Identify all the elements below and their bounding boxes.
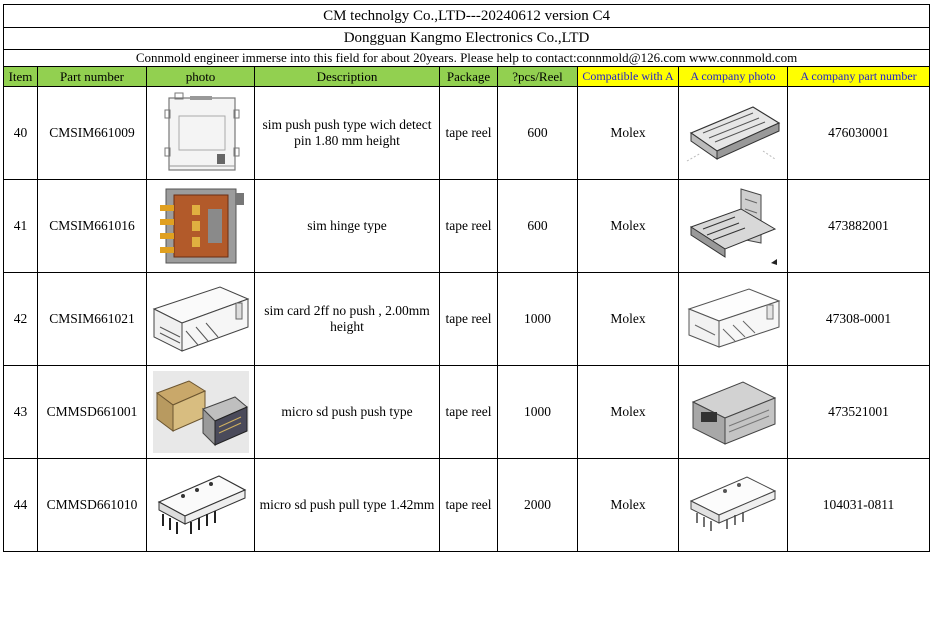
molex-sim-hinge-icon [685,183,781,269]
package-cell: tape reel [440,273,498,366]
col-header-item: Item [4,67,38,87]
sim-hinge-connector-icon [154,183,248,269]
spreadsheet [3,4,929,552]
photo-cell [147,87,255,180]
molex-micro-sd-push-pull-icon [685,467,781,543]
part-number-cell: CMSIM661016 [38,180,147,273]
package-cell: tape reel [440,180,498,273]
a-photo-cell [679,459,788,552]
col-header-pcs-reel: ?pcs/Reel [498,67,578,87]
description-cell: sim card 2ff no push , 2.00mm height [255,273,440,366]
part-number-cell: CMSIM661021 [38,273,147,366]
sim-push-push-connector-icon [155,90,247,176]
col-header-photo: photo [147,67,255,87]
a-part-number-cell: 47308-0001 [788,273,930,366]
item-cell: 40 [4,87,38,180]
description-cell: micro sd push pull type 1.42mm [255,459,440,552]
a-part-number-cell: 104031-0811 [788,459,930,552]
a-part-number-cell: 473521001 [788,366,930,459]
col-header-a-part-number: A company part number [788,67,930,87]
item-cell: 44 [4,459,38,552]
item-cell: 42 [4,273,38,366]
a-photo-cell [679,366,788,459]
photo-cell [147,459,255,552]
product-table [3,4,930,552]
description-cell: sim hinge type [255,180,440,273]
micro-sd-push-push-icon [153,371,249,453]
a-photo-cell [679,87,788,180]
description-cell: micro sd push push type [255,366,440,459]
molex-sim-2ff-icon [683,281,783,357]
col-header-description: Description [255,67,440,87]
pcs-reel-cell: 1000 [498,273,578,366]
description-cell: sim push push type wich detect pin 1.80 mm height [255,87,440,180]
table-row [4,459,930,552]
table-row [4,180,930,273]
col-header-package: Package [440,67,498,87]
package-cell: tape reel [440,459,498,552]
contact-note: Connmold engineer immerse into this field for about 20years. Please help to contact:connmold@126.com www.connmold.com [4,50,930,67]
compatible-cell: Molex [578,366,679,459]
table-row [4,366,930,459]
a-part-number-cell: 476030001 [788,87,930,180]
sheet-title: CM technolgy Co.,LTD---20240612 version C4 [4,5,930,28]
compatible-cell: Molex [578,459,679,552]
compatible-cell: Molex [578,180,679,273]
photo-cell [147,273,255,366]
a-part-number-cell: 473882001 [788,180,930,273]
molex-sim-connector-icon [683,93,783,173]
table-row [4,273,930,366]
micro-sd-push-pull-icon [153,468,249,542]
a-photo-cell [679,273,788,366]
package-cell: tape reel [440,366,498,459]
sim-card-2ff-connector-icon [150,279,252,359]
photo-cell [147,180,255,273]
pcs-reel-cell: 1000 [498,366,578,459]
col-header-compatible: Compatible with A [578,67,679,87]
header-row [4,67,930,87]
pcs-reel-cell: 600 [498,87,578,180]
package-cell: tape reel [440,87,498,180]
photo-cell [147,366,255,459]
part-number-cell: CMMSD661001 [38,366,147,459]
item-cell: 41 [4,180,38,273]
col-header-part-number: Part number [38,67,147,87]
compatible-cell: Molex [578,87,679,180]
molex-micro-sd-icon [685,372,781,452]
part-number-cell: CMSIM661009 [38,87,147,180]
pcs-reel-cell: 2000 [498,459,578,552]
item-cell: 43 [4,366,38,459]
col-header-a-photo: A company photo [679,67,788,87]
company-name: Dongguan Kangmo Electronics Co.,LTD [4,28,930,50]
table-row [4,87,930,180]
pcs-reel-cell: 600 [498,180,578,273]
compatible-cell: Molex [578,273,679,366]
part-number-cell: CMMSD661010 [38,459,147,552]
a-photo-cell [679,180,788,273]
